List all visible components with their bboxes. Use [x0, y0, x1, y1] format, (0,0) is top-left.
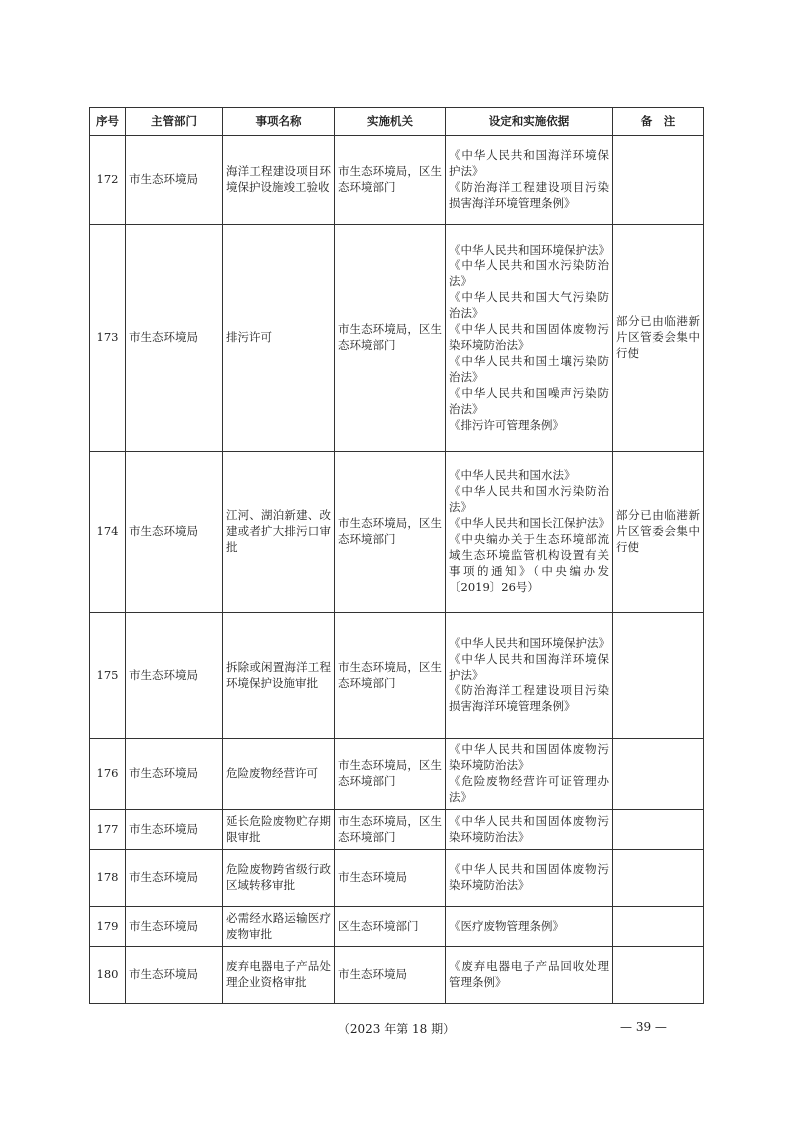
header-basis: 设定和实施依据 [446, 108, 613, 136]
basis-entry: 《中华人民共和国长江保护法》 [449, 516, 610, 531]
row-note: 部分已由临港新片区管委会集中行使 [613, 225, 704, 452]
header-note: 备 注 [613, 108, 704, 136]
row-basis [446, 452, 613, 613]
row-basis [446, 613, 613, 739]
basis-entry: 《防治海洋工程建设项目污染损害海洋环境管理条例》 [449, 180, 609, 210]
basis-entry: 《中华人民共和国土壤污染防治法》 [449, 353, 609, 384]
row-item-name: 拆除或闲置海洋工程环境保护设施审批 [223, 613, 335, 739]
row-department: 市生态环境局 [126, 739, 223, 810]
header-org: 实施机关 [335, 108, 446, 136]
row-item-name: 危险废物跨省级行政区域转移审批 [223, 850, 335, 907]
table-row [90, 452, 704, 613]
row-number: 179 [90, 907, 126, 947]
row-basis [446, 136, 613, 225]
table-row [90, 739, 704, 810]
row-note [613, 613, 704, 739]
row-basis [446, 739, 613, 810]
row-item-name: 废弃电器电子产品处理企业资格审批 [223, 947, 335, 1004]
row-item-name: 排污许可 [223, 225, 335, 452]
row-number: 174 [90, 452, 126, 613]
row-number: 178 [90, 850, 126, 907]
basis-entry: 《中华人民共和国水污染防治法》 [449, 484, 609, 515]
row-department: 市生态环境局 [126, 850, 223, 907]
header-name: 事项名称 [223, 108, 335, 136]
header-num: 序号 [90, 108, 126, 136]
basis-entry: 《中华人民共和国环境保护法》 [449, 635, 610, 650]
row-number: 176 [90, 739, 126, 810]
basis-entry: 《防治海洋工程建设项目污染损害海洋环境管理条例》 [449, 683, 609, 714]
table-header-row [90, 108, 704, 136]
basis-entry: 《排污许可管理条例》 [449, 417, 564, 432]
basis-entry: 《中华人民共和国固体废物污染环境防治法》 [449, 742, 609, 773]
row-implementing-org: 市生态环境局，区生态环境部门 [335, 613, 446, 739]
row-basis [446, 850, 613, 907]
basis-entry: 《中华人民共和国固体废物污染环境防治法》 [449, 322, 609, 352]
table-row [90, 947, 704, 1004]
basis-entry: 《医疗废物管理条例》 [449, 918, 564, 933]
row-implementing-org: 市生态环境局 [335, 850, 446, 907]
row-implementing-org: 市生态环境局 [335, 947, 446, 1004]
page-number: — 39 — [620, 1020, 667, 1034]
row-number: 173 [90, 225, 126, 452]
basis-entry: 《中华人民共和国固体废物污染环境防治法》 [449, 862, 609, 892]
row-implementing-org: 市生态环境局，区生态环境部门 [335, 136, 446, 225]
row-item-name: 必需经水路运输医疗废物审批 [223, 907, 335, 947]
basis-entry: 《危险废物经营许可证管理办法》 [449, 774, 609, 804]
row-implementing-org: 市生态环境局，区生态环境部门 [335, 225, 446, 452]
row-department: 市生态环境局 [126, 810, 223, 850]
basis-entry: 《中央编办关于生态环境部流域生态环境监管机构设置有关事项的通知》（中央编办发〔2019〕26号） [449, 532, 609, 594]
header-dept: 主管部门 [126, 108, 223, 136]
row-note [613, 947, 704, 1004]
table-row [90, 810, 704, 850]
basis-entry: 《中华人民共和国环境保护法》 [449, 242, 610, 257]
row-note [613, 850, 704, 907]
row-note: 部分已由临港新片区管委会集中行使 [613, 452, 704, 613]
row-note [613, 810, 704, 850]
table-row [90, 613, 704, 739]
row-note [613, 907, 704, 947]
basis-entry: 《中华人民共和国噪声污染防治法》 [449, 385, 609, 416]
row-department: 市生态环境局 [126, 907, 223, 947]
row-number: 180 [90, 947, 126, 1004]
basis-entry: 《中华人民共和国海洋环境保护法》 [449, 148, 609, 179]
row-number: 177 [90, 810, 126, 850]
row-implementing-org: 市生态环境局，区生态环境部门 [335, 452, 446, 613]
row-implementing-org: 区生态环境部门 [335, 907, 446, 947]
table-row [90, 136, 704, 225]
items-table [89, 107, 704, 1004]
table-row [90, 850, 704, 907]
table-row [90, 907, 704, 947]
row-department: 市生态环境局 [126, 452, 223, 613]
row-item-name: 海洋工程建设项目环境保护设施竣工验收 [223, 136, 335, 225]
basis-entry: 《中华人民共和国水污染防治法》 [449, 258, 609, 289]
basis-entry: 《中华人民共和国固体废物污染环境防治法》 [449, 813, 609, 844]
table-row [90, 225, 704, 452]
row-implementing-org: 市生态环境局，区生态环境部门 [335, 739, 446, 810]
row-basis [446, 907, 613, 947]
basis-entry: 《废弃电器电子产品回收处理管理条例》 [449, 959, 609, 989]
row-note [613, 739, 704, 810]
basis-entry: 《中华人民共和国海洋环境保护法》 [449, 651, 609, 682]
row-number: 175 [90, 613, 126, 739]
row-note [613, 136, 704, 225]
row-department: 市生态环境局 [126, 613, 223, 739]
basis-entry: 《中华人民共和国大气污染防治法》 [449, 290, 609, 321]
row-basis [446, 225, 613, 452]
row-department: 市生态环境局 [126, 136, 223, 225]
row-item-name: 危险废物经营许可 [223, 739, 335, 810]
row-department: 市生态环境局 [126, 947, 223, 1004]
row-implementing-org: 市生态环境局，区生态环境部门 [335, 810, 446, 850]
row-item-name: 延长危险废物贮存期限审批 [223, 810, 335, 850]
row-basis [446, 947, 613, 1004]
row-basis [446, 810, 613, 850]
table-body [90, 136, 704, 1004]
row-department: 市生态环境局 [126, 225, 223, 452]
row-number: 172 [90, 136, 126, 225]
issue-label: （2023 年第 18 期） [337, 1022, 456, 1036]
row-item-name: 江河、湖泊新建、改建或者扩大排污口审批 [223, 452, 335, 613]
basis-entry: 《中华人民共和国水法》 [449, 468, 576, 483]
